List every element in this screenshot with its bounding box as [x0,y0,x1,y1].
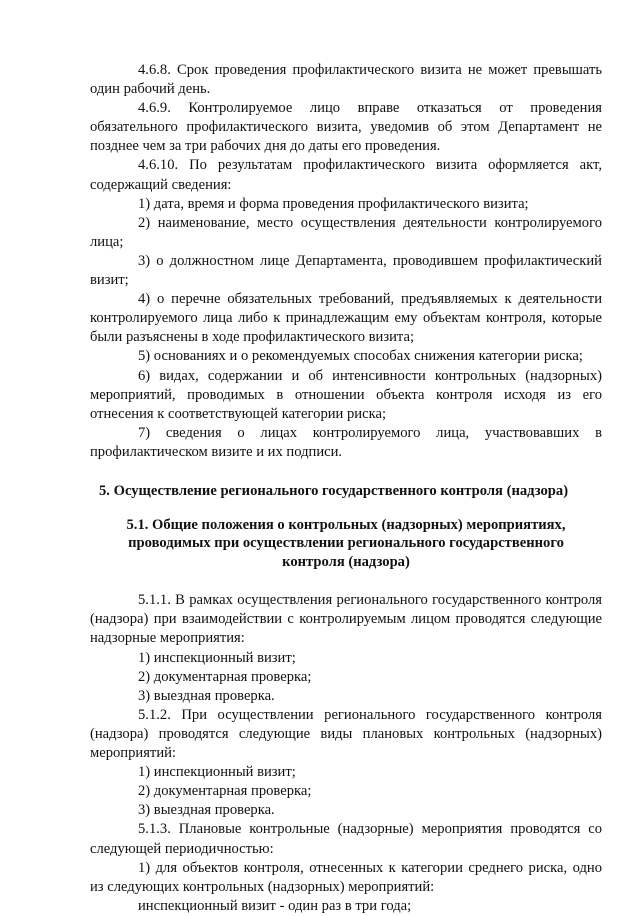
paragraph-4-6-10: 4.6.10. По результатам профилактического визита оформляется акт, содержащий сведения: [90,157,602,193]
paragraph-4-6-9: 4.6.9. Контролируемое лицо вправе отказаться от проведения обязательного профилактического визита, уведомив об этом Департамент не позднее чем за три рабочих дня до даты его проведения. [90,100,602,155]
list-item-2: 2) наименование, место осуществления деятельности контролируемого лица; [90,214,602,250]
list-item-7: 7) сведения о лицах контролируемого лица, участвовавших в профилактическом визите и их подписи. [90,424,602,460]
document-page [90,61,602,916]
list-item-documentary-check: 2) документарная проверка; [138,668,312,685]
paragraph-4-6-8: 4.6.8. Срок проведения профилактического визита не может превышать один рабочий день. [90,62,602,98]
list-item-inspection-visit-planned: 1) инспекционный визит; [138,764,296,781]
spacer [90,571,602,591]
section-heading: 5. Осуществление регионального государственного контроля (надзора) [99,482,569,499]
list-item-inspection-periodicity: инспекционный визит - один раз в три года; [138,897,412,914]
list-item-field-check-planned: 3) выездная проверка. [138,802,275,819]
list-item-4: 4) о перечне обязательных требований, предъявляемых к деятельности контролируемого лица либо к принадлежащим ему объектам контроля, которые были разъяснены в ходе профилактического визита; [90,291,602,346]
paragraph-5-1-3: 5.1.3. Плановые контрольные (надзорные) мероприятия проводятся со следующей периодичностью: [90,821,602,857]
list-item-inspection-visit: 1) инспекционный визит; [138,649,296,666]
subsection-heading: 5.1. Общие положения о контрольных (надзорных) мероприятиях, проводимых при осуществлении регионального государственного контроля (надзора) [126,517,566,570]
list-item-3: 3) о должностном лице Департамента, проводившем профилактический визит; [90,252,602,289]
list-item-documentary-check-planned: 2) документарная проверка; [138,783,312,800]
list-item-6: 6) видах, содержании и об интенсивности контрольных (надзорных) мероприятий, проводимых в отношении объекта контроля исходя из его отнесения к соответствующей категории риска; [90,367,602,422]
list-item-1: 1) дата, время и форма проведения профилактического визита; [138,195,529,212]
paragraph-5-1-2: 5.1.2. При осуществлении регионального государственного контроля (надзора) проводятся следующие виды плановых контрольных (надзорных) мероприятий: [90,706,602,762]
list-item-medium-risk: 1) для объектов контроля, отнесенных к категории среднего риска, одно из следующих контрольных (надзорных) мероприятий: [90,859,602,895]
list-item-5: 5) основаниях и о рекомендуемых способах снижения категории риска; [138,348,583,365]
list-item-field-check: 3) выездная проверка. [138,687,275,704]
paragraph-5-1-1: 5.1.1. В рамках осуществления регионального государственного контроля (надзора) при взаимодействии с контролируемым лицом проводятся следующие надзорные мероприятия: [90,592,602,647]
